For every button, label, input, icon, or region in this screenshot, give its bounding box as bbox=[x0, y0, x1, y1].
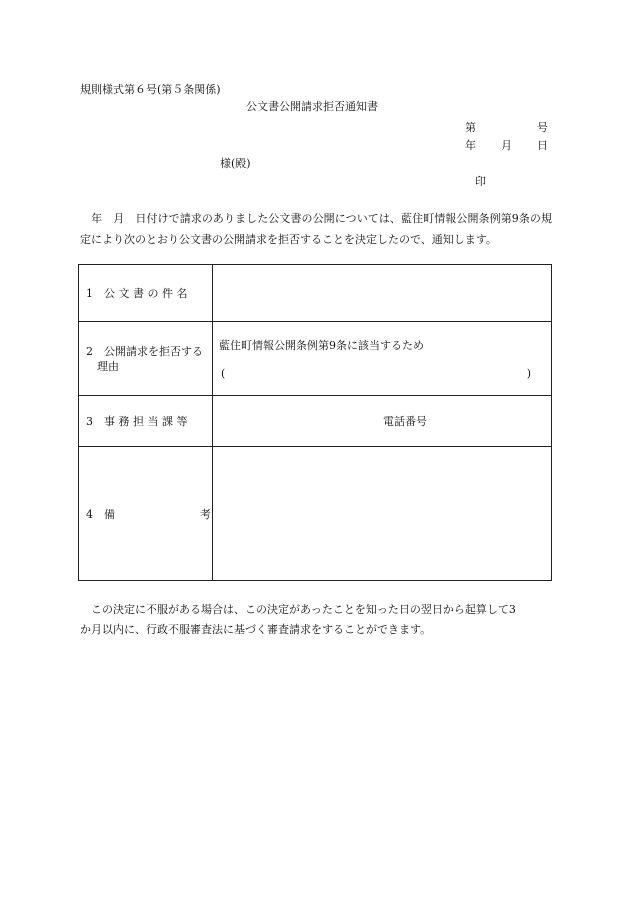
appeal-note-line2: か月以内に、行政不服審査法に基づく審査請求をすることができます。 bbox=[80, 623, 432, 636]
table-row bbox=[79, 322, 551, 396]
appeal-note-line1: この決定に不服がある場合は、この決定があったことを知った日の翌日から起算して3 bbox=[80, 603, 516, 616]
addressee: 様(殿) bbox=[220, 157, 251, 170]
row-value-document-subject bbox=[213, 265, 551, 321]
row-value-remarks bbox=[213, 447, 551, 580]
table-row bbox=[79, 396, 551, 447]
doc-number-prefix: 第 bbox=[465, 121, 476, 134]
row-label-remarks bbox=[79, 447, 213, 580]
notice-table bbox=[78, 264, 552, 581]
label-text: 考 bbox=[200, 508, 211, 521]
row-label-document-subject bbox=[79, 265, 213, 321]
label-text: 3 事 務 担 当 課 等 bbox=[86, 415, 188, 428]
row-value-department bbox=[213, 396, 551, 446]
row-label-refusal-reason bbox=[79, 322, 213, 395]
date-day: 日 bbox=[537, 139, 548, 152]
notice-paragraph: 年 月 日付けで請求のありました公文書の公開については、藍住町情報公開条例第9条の規定により次のとおり公文書の公開請求を拒否することを決定したので、通知します。 bbox=[80, 212, 552, 246]
row-value-refusal-reason bbox=[213, 322, 551, 395]
document-title: 公文書公開請求拒否通知書 bbox=[246, 100, 378, 113]
row-label-department bbox=[79, 396, 213, 446]
phone-number-label: 電話番号 bbox=[383, 415, 427, 428]
label-text: 1 公 文 書 の 件 名 bbox=[86, 287, 188, 300]
date-month: 月 bbox=[501, 139, 512, 152]
table-row bbox=[79, 447, 551, 580]
doc-number-suffix: 号 bbox=[537, 121, 548, 134]
label-text: 理由 bbox=[97, 360, 119, 373]
label-text: 2 公開請求を拒否する bbox=[86, 345, 203, 358]
paren-open: ( bbox=[221, 367, 226, 380]
table-row bbox=[79, 265, 551, 322]
reason-text: 藍住町情報公開条例第9条に該当するため bbox=[219, 339, 424, 352]
date-year: 年 bbox=[465, 139, 476, 152]
form-number: 規則様式第６号(第５条関係) bbox=[80, 83, 221, 96]
paren-close: ) bbox=[526, 367, 531, 380]
seal-mark: 印 bbox=[475, 175, 486, 188]
label-text: 4 備 bbox=[86, 508, 115, 521]
